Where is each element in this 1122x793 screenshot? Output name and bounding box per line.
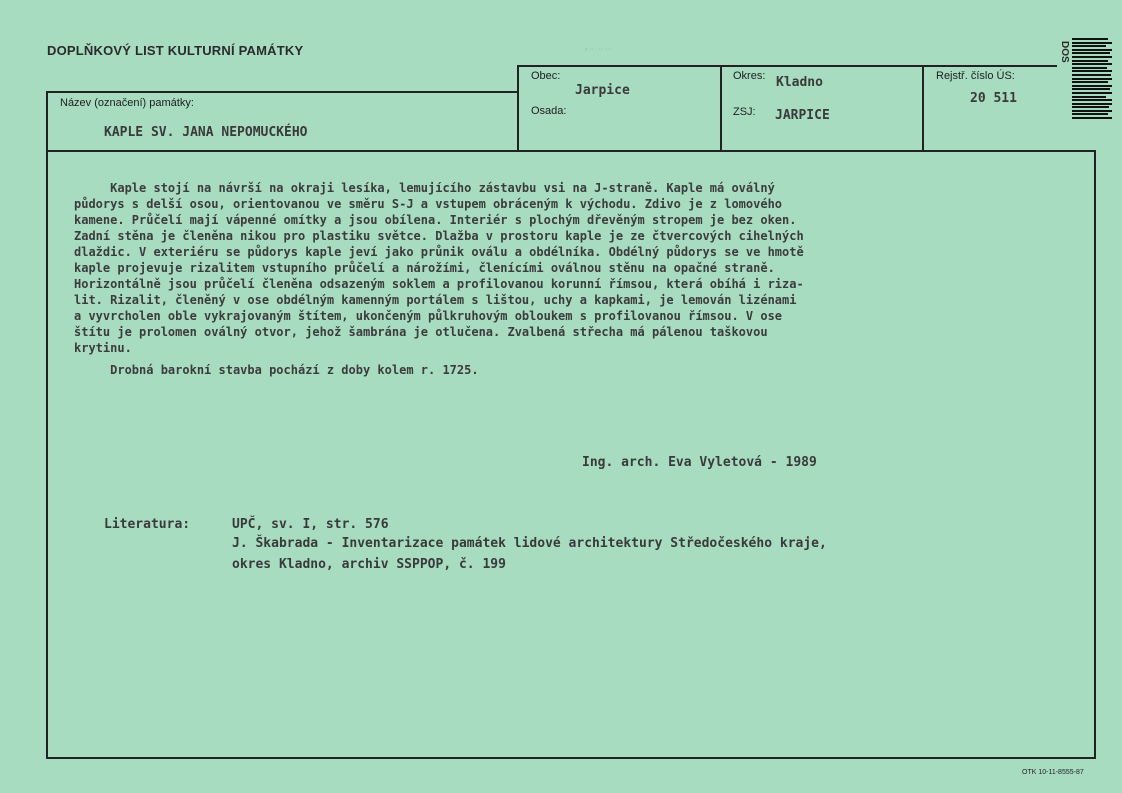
description-line: půdorys s delší osou, orientovanou ve směru S-J a vstupem obráceným k východu. Zdivo je z lomového (74, 197, 783, 211)
description-line: štítu je prolomen oválný otvor, jehož šambrána je otlučena. Zvalbená střecha má pálenou taškovou (74, 325, 768, 339)
okres-value: Kladno (776, 75, 823, 90)
description-line: Zadní stěna je členěna nikou pro plastiku světce. Dlažba v prostoru kaple je ze čtvercových cihelných (74, 229, 804, 243)
header-bottom-border (46, 150, 1096, 152)
description-line: lit. Rizalit, členěný v ose obdélným kamenným portálem s lištou, uchy a kapkami, je lemován lizénami (74, 293, 797, 307)
description-line: a vyvrcholen oble vykrajovaným štítem, ukončeným půlkruhovým obloukem s profilovanou římsou. V ose (74, 309, 783, 323)
faint-mark: › ·· ··· ··· (585, 46, 612, 53)
header-divider-3 (922, 65, 924, 152)
description-line: dlaždic. V exteriéru se půdorys kaple jeví jako průnik oválu a obdélníka. Obdélný půdorys se ve hmotě (74, 245, 804, 259)
literature-item-1: UPČ, sv. I, str. 576 (232, 517, 389, 532)
literature-label: Literatura: (104, 517, 191, 532)
dating-line: Drobná barokní stavba pochází z doby kolem r. 1725. (74, 363, 479, 377)
description-line: Kaple stojí na návrší na okraji lesíka, lemujícího zástavbu vsi na J-straně. Kaple má oválný (74, 181, 775, 195)
description-text (74, 180, 1084, 378)
box-right-border (1094, 150, 1096, 759)
zsj-label: ZSJ: (733, 106, 756, 118)
zsj-value: JARPICE (775, 108, 830, 123)
header-divider-2 (720, 65, 722, 152)
literature-item-2: J. Škabrada - Inventarizace památek lidové architektury Středočeského kraje, (232, 536, 827, 551)
header-top-border (517, 65, 1057, 67)
author-signature: Ing. arch. Eva Vyletová - 1989 (582, 455, 817, 470)
description-line: kamene. Průčelí mají vápenné omítky a jsou obílena. Interiér s plochým dřevěným stropem je bez oken. (74, 213, 797, 227)
rejstr-value: 20 511 (970, 91, 1017, 106)
obec-label: Obec: (531, 70, 561, 82)
header-divider-1 (517, 65, 519, 152)
literature-item-3: okres Kladno, archiv SSPPOP, č. 199 (232, 557, 506, 572)
description-line: kaple projevuje rizalitem vstupního průčelí a nárožími, členícími oválnou stěnu na opačné straně. (74, 261, 775, 275)
rejstr-label: Rejstř. číslo ÚS: (936, 70, 1015, 82)
description-line: krytinu. (74, 341, 132, 355)
name-top-border (46, 91, 518, 93)
name-value: KAPLE SV. JANA NEPOMUCKÉHO (104, 125, 308, 140)
box-left-border (46, 91, 48, 759)
name-label: Název (označení) památky: (60, 97, 194, 109)
stamp-code: DOS (1059, 41, 1070, 63)
osada-label: Osada: (531, 105, 567, 117)
barcode (1072, 38, 1112, 124)
form-title: DOPLŇKOVÝ LIST KULTURNÍ PAMÁTKY (47, 43, 304, 58)
okres-label: Okres: (733, 70, 766, 82)
box-bottom-border (46, 757, 1096, 759)
obec-value: Jarpice (575, 83, 630, 98)
description-line: Horizontálně jsou průčelí členěna odsazeným soklem a profilovanou korunní římsou, která obíhá i riza- (74, 277, 804, 291)
footer-code: OTK 10-11-8555-87 (1022, 769, 1084, 776)
